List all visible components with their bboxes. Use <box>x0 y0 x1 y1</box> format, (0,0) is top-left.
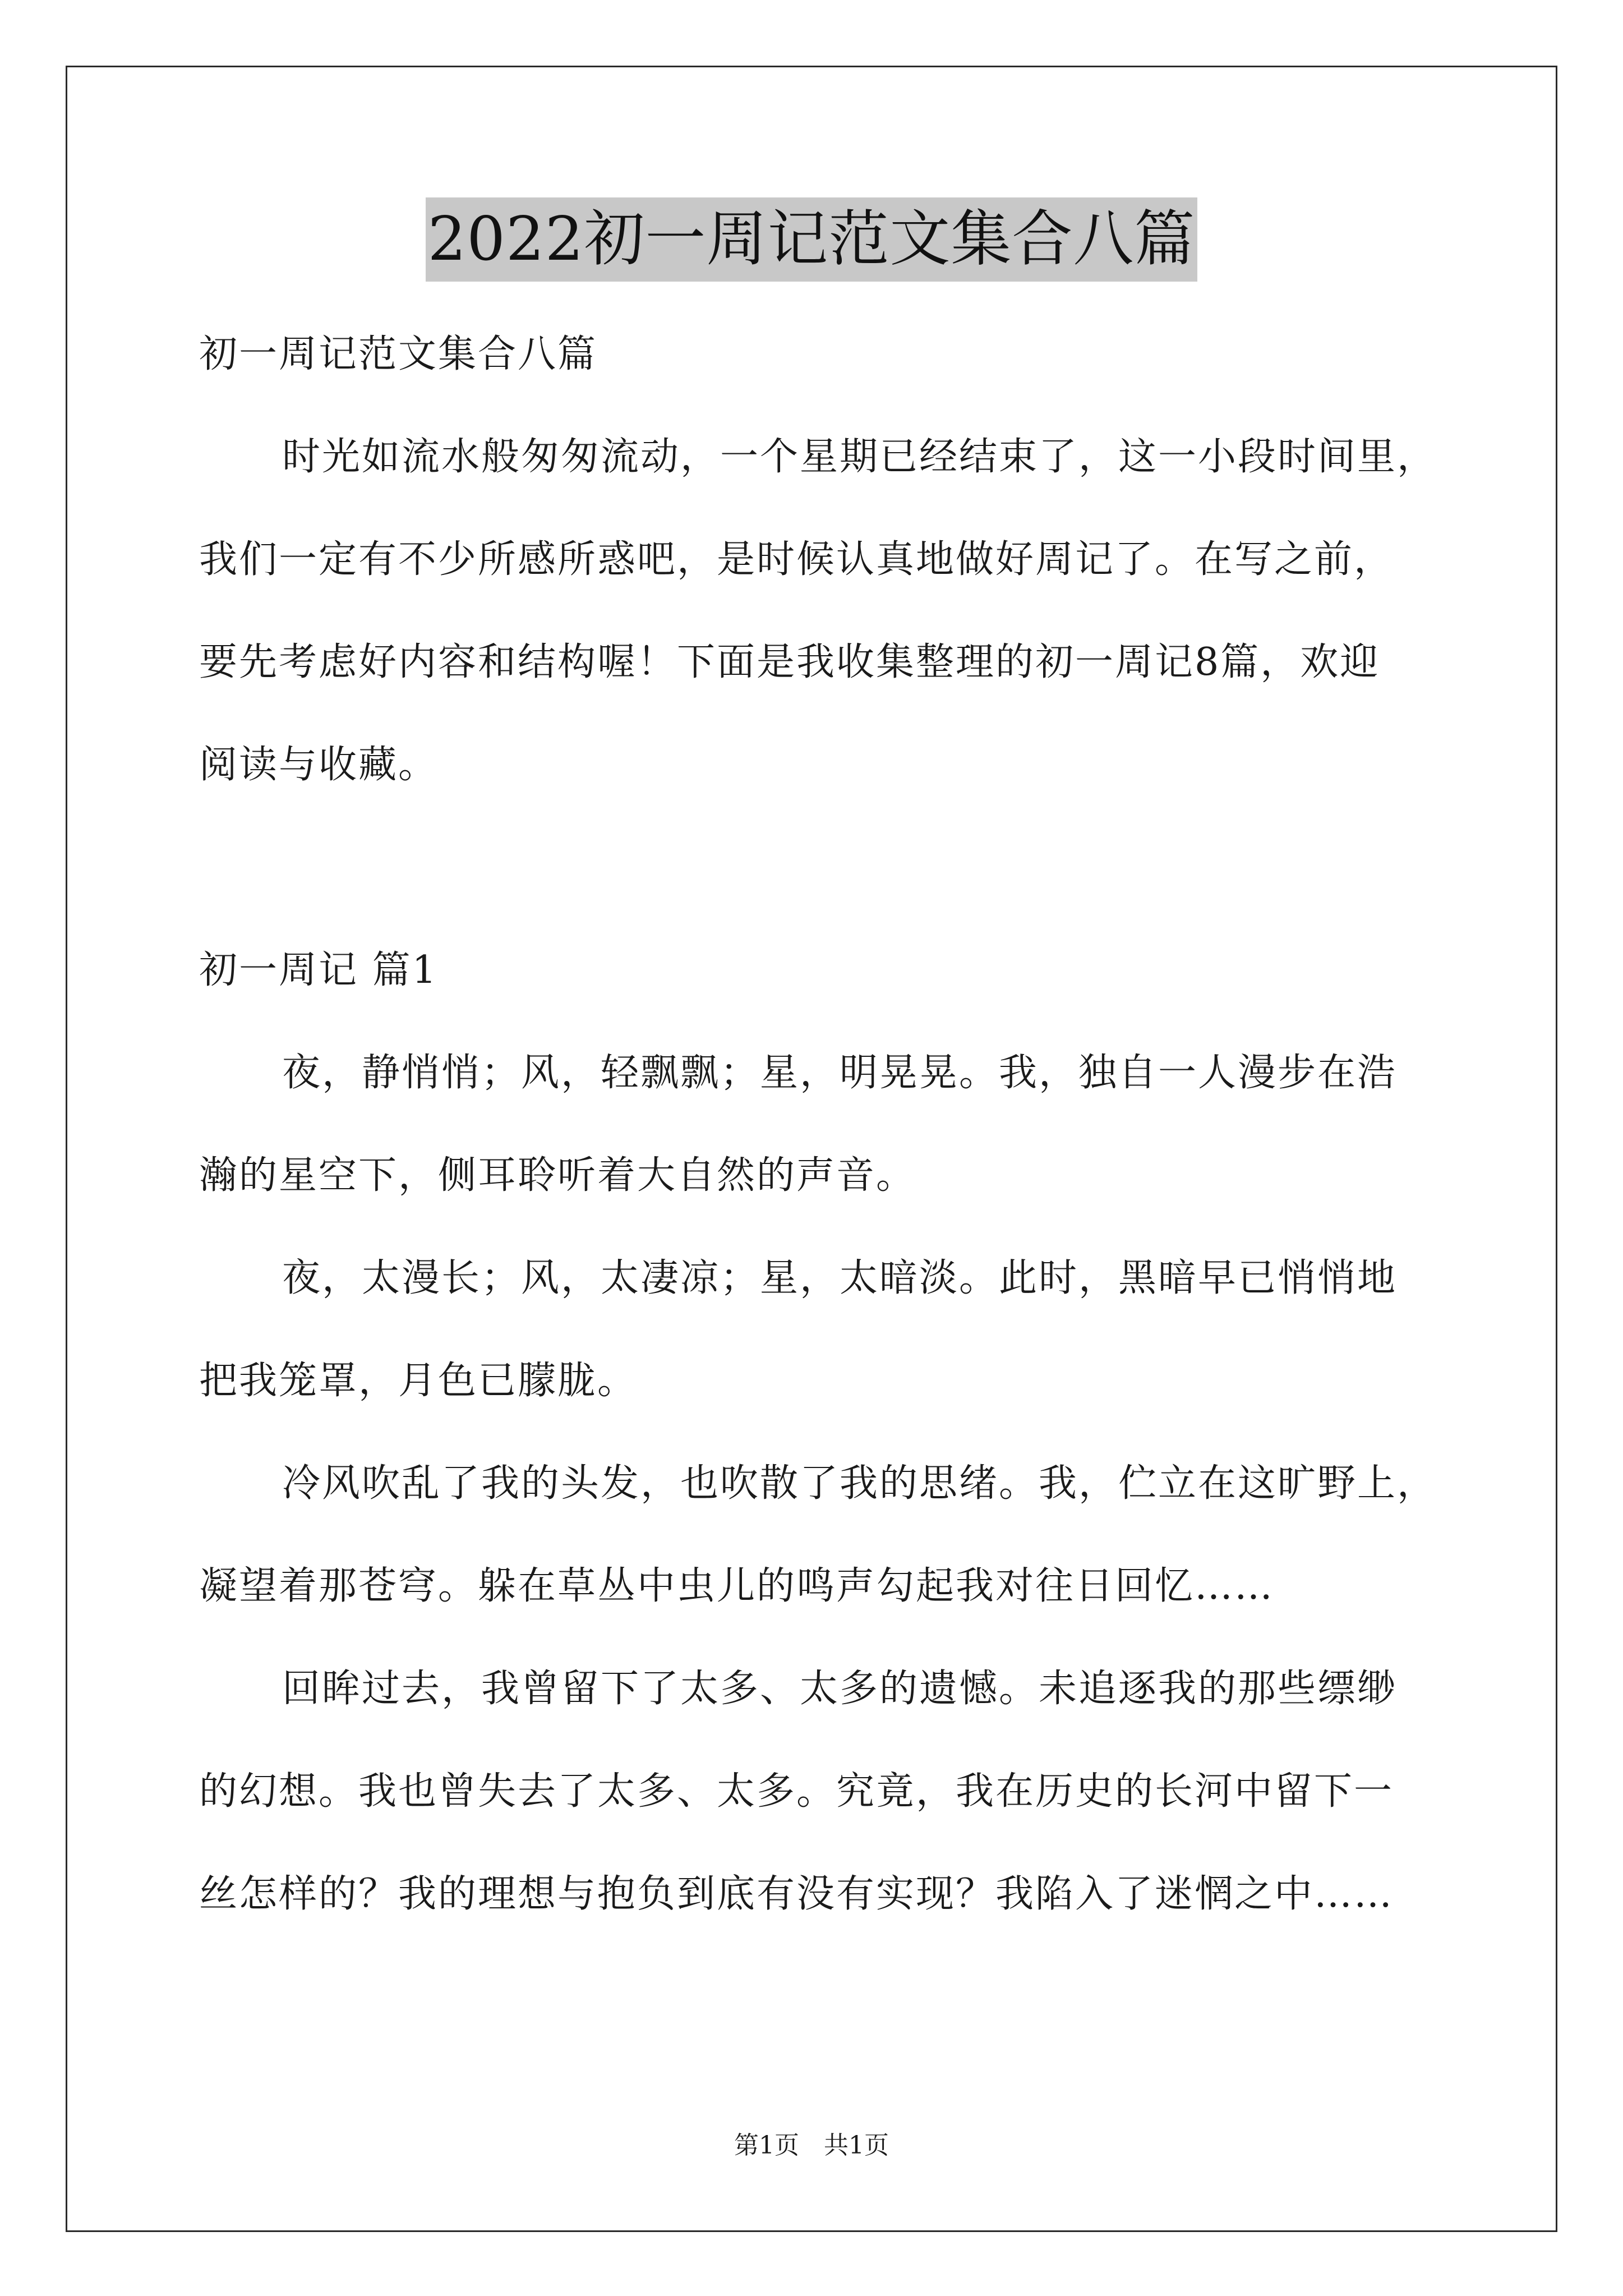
paragraph-1-line-2: 瀚的星空下，侧耳聆听着大自然的声音。 <box>199 1153 916 1198</box>
paragraph-2-line-2: 把我笼罩，月色已朦胧。 <box>199 1359 638 1403</box>
document-title: 2022初一周记范文集合八篇 <box>426 197 1198 282</box>
title-area <box>0 197 1623 282</box>
page-footer <box>0 2129 1623 2162</box>
section-heading: 初一周记 篇1 <box>199 948 438 992</box>
paragraph-2-line-1: 夜，太漫长；风，太凄凉；星，太暗淡。此时，黑暗早已悄悄地 <box>282 1256 1398 1300</box>
paragraph-1-line-1: 夜，静悄悄；风，轻飘飘；星，明晃晃。我，独自一人漫步在浩 <box>282 1051 1398 1095</box>
intro-line-4: 阅读与收藏。 <box>199 743 439 787</box>
intro-line-1: 时光如流水般匆匆流动，一个星期已经结束了，这一小段时间里， <box>282 435 1437 479</box>
page-total: 共1页 <box>824 2131 889 2160</box>
intro-line-2: 我们一定有不少所感所惑吧，是时候认真地做好周记了。在写之前， <box>199 537 1394 582</box>
paragraph-4-line-2: 的幻想。我也曾失去了太多、太多。究竟，我在历史的长河中留下一 <box>199 1769 1394 1814</box>
section-gap <box>199 816 1450 919</box>
paragraph-4-line-3: 丝怎样的？我的理想与抱负到底有没有实现？我陷入了迷惘之中…… <box>199 1872 1394 1916</box>
paragraph-3-line-1: 冷风吹乱了我的头发，也吹散了我的思绪。我，伫立在这旷野上， <box>282 1461 1437 1506</box>
paragraph-3-line-2: 凝望着那苍穹。躲在草丛中虫儿的鸣声勾起我对往日回忆…… <box>199 1564 1275 1608</box>
document-body <box>199 303 1450 1945</box>
document-subtitle: 初一周记范文集合八篇 <box>199 332 598 376</box>
page-number: 第1页 <box>734 2131 799 2160</box>
paragraph-4-line-1: 回眸过去，我曾留下了太多、太多的遗憾。未追逐我的那些缥缈 <box>282 1667 1398 1711</box>
intro-line-3: 要先考虑好内容和结构喔！下面是我收集整理的初一周记8篇，欢迎 <box>199 640 1380 684</box>
